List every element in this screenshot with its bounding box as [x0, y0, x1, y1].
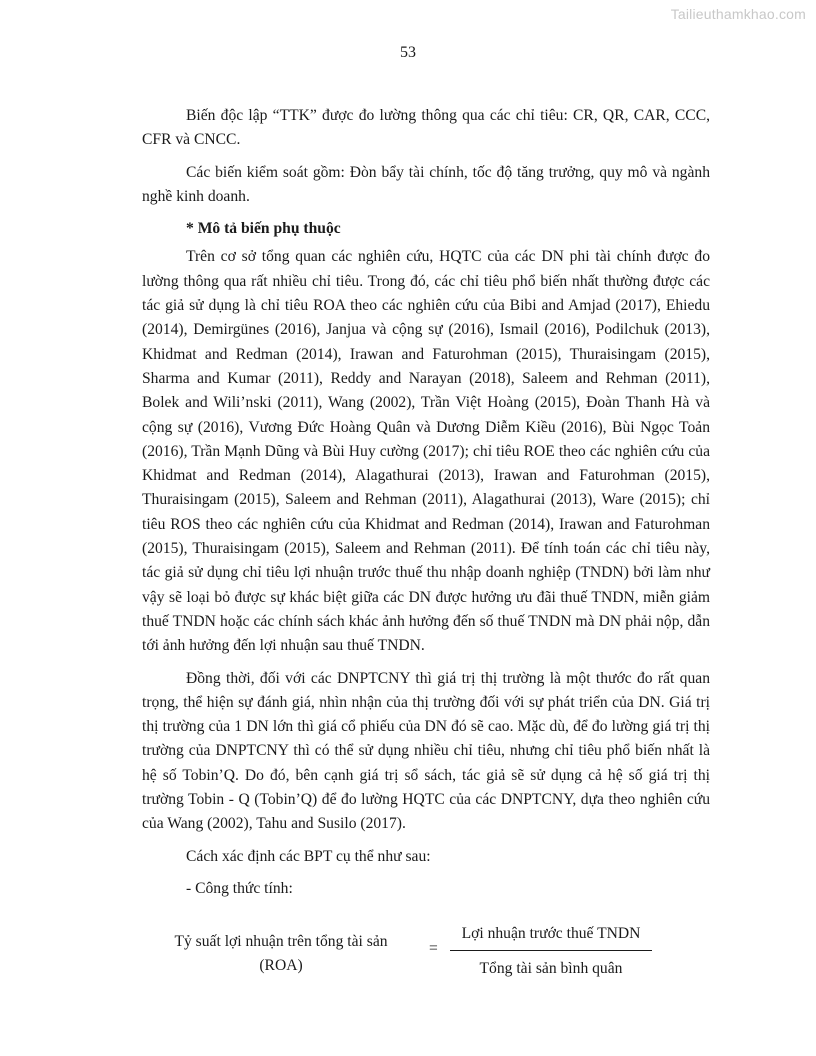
roa-formula	[142, 922, 710, 982]
formula-left-side	[142, 930, 420, 978]
paragraph-formula-label: - Công thức tính:	[186, 879, 293, 897]
page-number: 53	[400, 44, 416, 61]
formula-left-line2: (ROA)	[259, 957, 303, 974]
formula-numerator: Lợi nhuận trước thuế TNDN	[450, 922, 652, 951]
formula-left-line1: Tỷ suất lợi nhuận trên tổng tài sản	[174, 933, 388, 950]
document-body	[142, 104, 710, 909]
section-heading-dependent-variable: * Mô tả biến phụ thuộc	[186, 220, 341, 238]
paragraph-method-intro: Cách xác định các BPT cụ thể như sau:	[186, 847, 431, 865]
formula-denominator: Tổng tài sản bình quân	[479, 960, 623, 977]
watermark-text: Tailieuthamkhao.com	[670, 6, 806, 22]
paragraph-market-value: Đồng thời, đối với các DNPTCNY thì giá trị thị trường là một thước đo rất quan trọng, thể hiện sự đánh giá, nhìn nhận của thị trường đối với sự phát triển của DN. Giá trị thị trường của 1 DN lớn thì giá cổ phiếu của DN đó sẽ cao. Mặc dù, để đo lường giá trị thị trường của DNPTCNY thì có thể sử dụng nhiều chỉ tiêu, nhưng chỉ tiêu phổ biến nhất là hệ số Tobin’Q. Do đó, bên cạnh giá trị sổ sách, tác giả sẽ sử dụng cả hệ số giá trị thị trường Tobin - Q (Tobin’Q) để đo lường HQTC của các DNPTCNY, dựa theo nghiên cứu của Wang (2002), Tahu and Susilo (2017).	[142, 669, 710, 833]
paragraph-control-variables: Các biến kiểm soát gồm: Đòn bẩy tài chính, tốc độ tăng trưởng, quy mô và ngành nghề kinh doanh.	[142, 163, 710, 205]
paragraph-independent-variable: Biến độc lập “TTK” được đo lường thông qua các chỉ tiêu: CR, QR, CAR, CCC, CFR và CNCC.	[142, 107, 710, 149]
paragraph-literature-review: Trên cơ sở tổng quan các nghiên cứu, HQTC của các DN phi tài chính được đo lường thông qua rất nhiều chỉ tiêu. Trong đó, các chỉ tiêu phổ biến nhất thường được các tác giả sử dụng là chỉ tiêu ROA theo các nghiên cứu của Bibi and Amjad (2017), Ehiedu (2014), Demirgünes (2016), Janjua và cộng sự (2016), Ismail (2016), Podilchuk (2013), Khidmat and Redman (2014), Irawan and Faturohman (2015), Thuraisingam (2015), Sharma and Kumar (2011), Reddy and Narayan (2018), Saleem and Rehman (2011), Bolek and Wili’nski (2011), Wang (2002), Trần Việt Hoàng (2015), Đoàn Thanh Hà và cộng sự (2016), Vương Đức Hoàng Quân và Dương Diễm Kiều (2016), Bùi Ngọc Toản (2016), Trần Mạnh Dũng và Bùi Huy cường (2017); chỉ tiêu ROE theo các nghiên cứu của Khidmat and Redman (2014), Alagathurai (2013), Irawan and Faturohman (2015), Thuraisingam (2015), Saleem and Rehman (2011), Alagathurai (2013), Ware (2015); chỉ tiêu ROS theo các nghiên cứu của Khidmat and Redman (2014), Irawan and Faturohman (2015), Thuraisingam (2015), Saleem and Rehman (2011). Để tính toán các chỉ tiêu này, tác giả sử dụng chỉ tiêu lợi nhuận trước thuế thu nhập doanh nghiệp (TNDN) bởi làm như vậy sẽ loại bỏ được sự khác biệt giữa các DN được hưởng ưu đãi thuế TNDN, miễn giảm thuế TNDN hoặc các chính sách khác ảnh hưởng đến số thuế TNDN mà DN phải nộp, dẫn tới ảnh hưởng đến lợi nhuận sau thuế TNDN.	[142, 248, 710, 655]
formula-equals-sign: =	[429, 940, 438, 957]
formula-fraction	[450, 922, 652, 981]
